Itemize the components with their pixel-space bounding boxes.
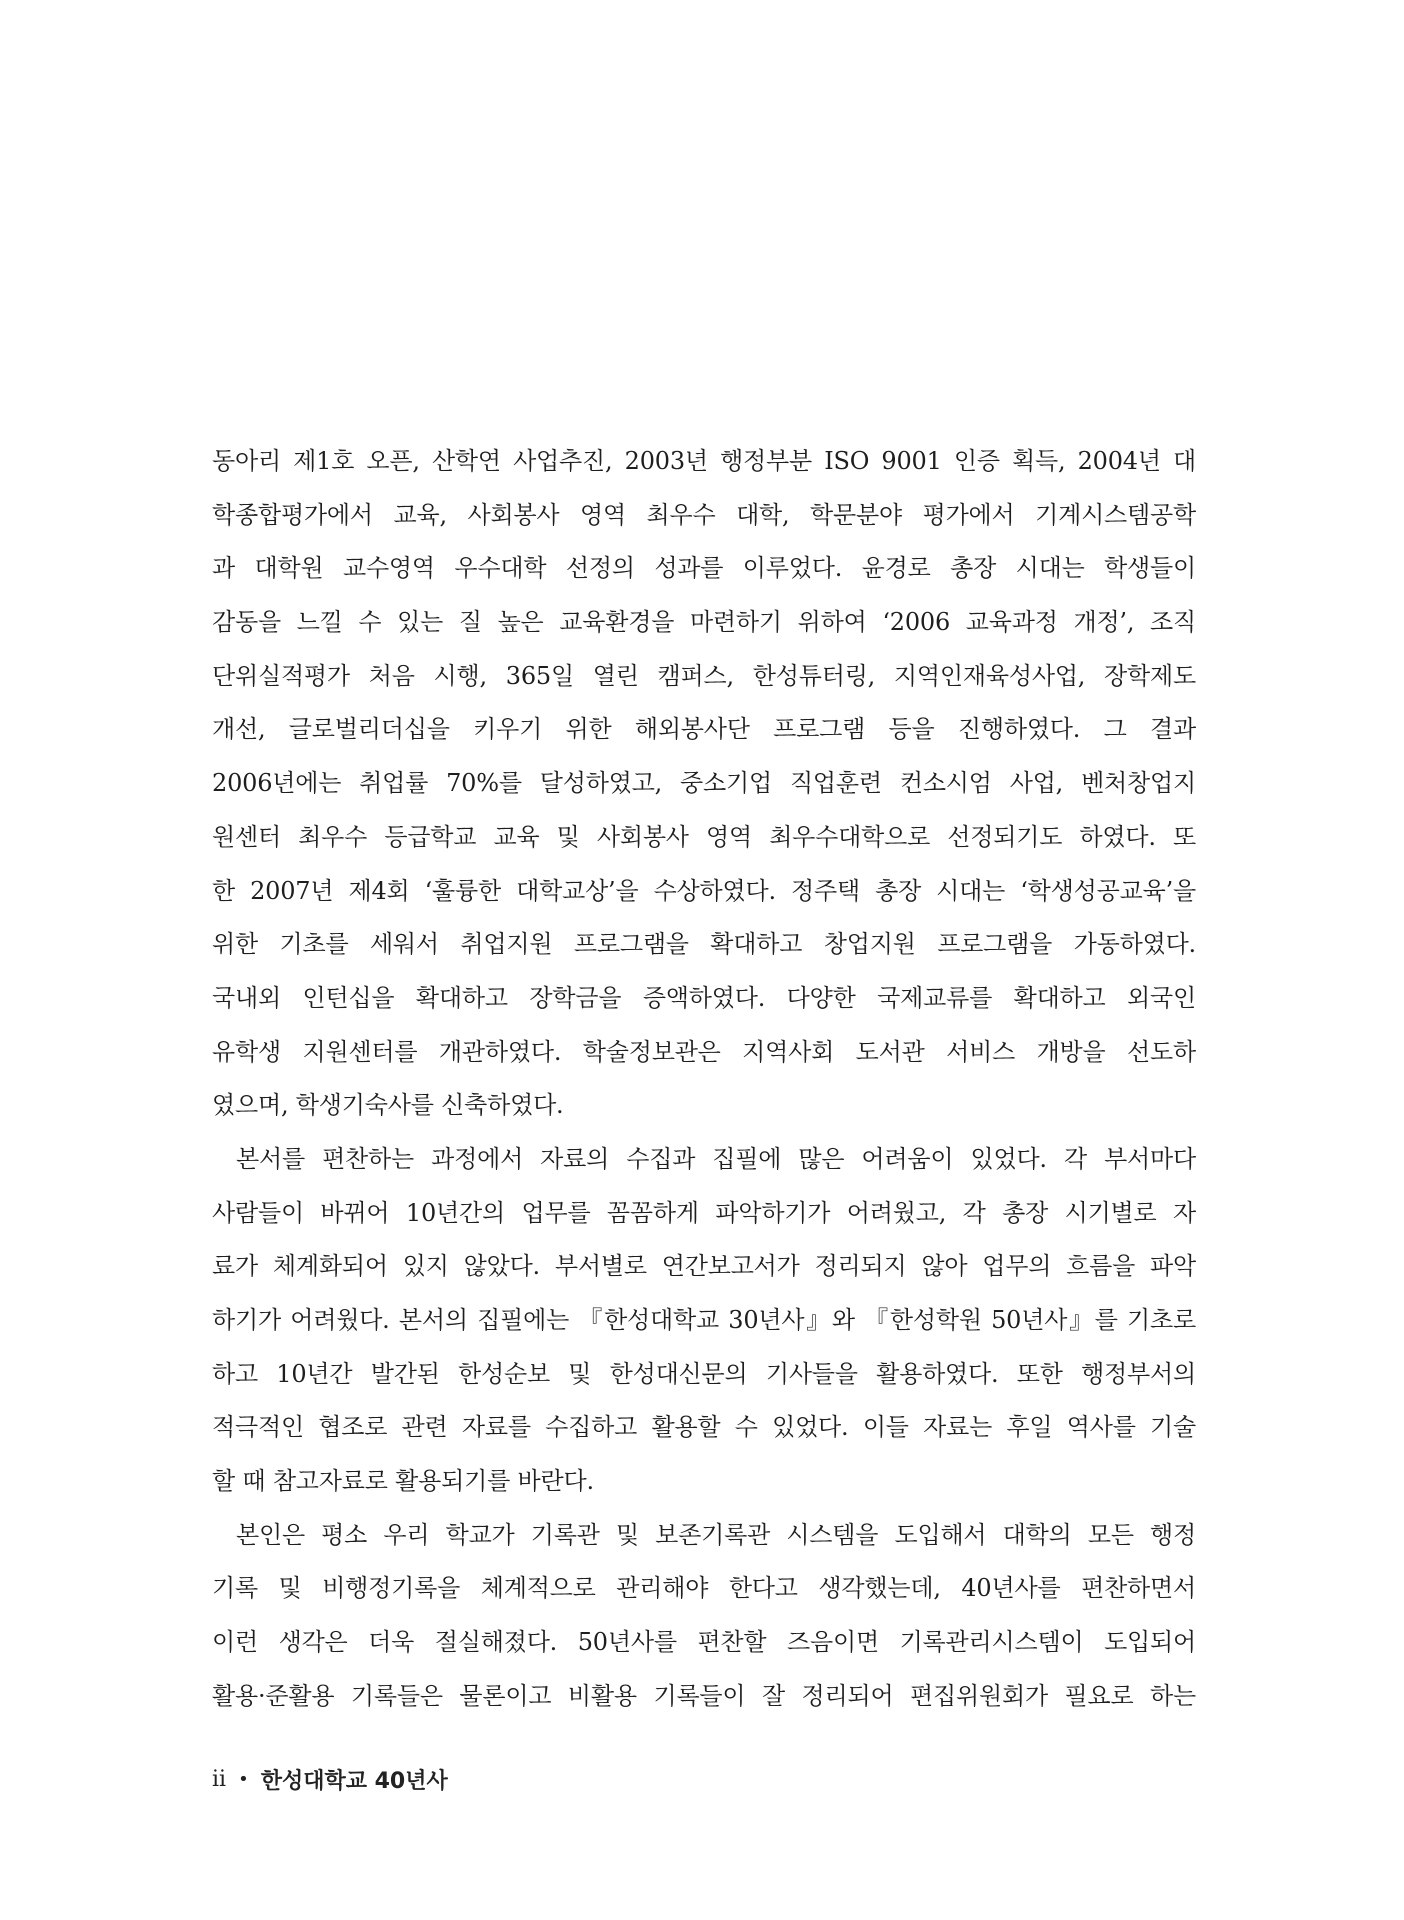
text-line: 할 때 참고자료로 활용되기를 바란다. [212,1467,594,1496]
page-footer [212,1764,448,1795]
text-line: 유학생 지원센터를 개관하였다. 학술정보관은 지역사회 도서관 서비스 개방을 선도하 [212,1037,1196,1066]
text-line: 본인은 평소 우리 학교가 기록관 및 보존기록관 시스템을 도입해서 대학의 모든 행정 [236,1520,1196,1549]
text-line: 2006년에는 취업률 70%를 달성하였고, 중소기업 직업훈련 컨소시엄 사업, 벤처창업지 [212,769,1196,798]
text-line: 감동을 느낄 수 있는 질 높은 교육환경을 마련하기 위하여 ‘2006 교육과정 개정’, 조직 [212,608,1196,637]
text-line: 동아리 제1호 오픈, 산학연 사업추진, 2003년 행정부분 ISO 9001 인증 획득, 2004년 대 [212,447,1196,475]
text-line: 적극적인 협조로 관련 자료를 수집하고 활용할 수 있었다. 이들 자료는 후일 역사를 기술 [212,1413,1196,1442]
text-line: 국내외 인턴십을 확대하고 장학금을 증액하였다. 다양한 국제교류를 확대하고 외국인 [212,983,1196,1012]
text-line: 위한 기초를 세워서 취업지원 프로그램을 확대하고 창업지원 프로그램을 가동하였다. [212,930,1196,959]
text-line: 하기가 어려웠다. 본서의 집필에는 『한성대학교 30년사』와 『한성학원 50년사』를 기초로 [212,1306,1196,1334]
footer-bullet: • [238,1769,249,1790]
book-title: 한성대학교 40년사 [260,1769,448,1794]
text-line: 활용·준활용 기록들은 물론이고 비활용 기록들이 잘 정리되어 편집위원회가 필요로 하는 [212,1681,1196,1710]
text-line: 료가 체계화되어 있지 않았다. 부서별로 연간보고서가 정리되지 않아 업무의 흐름을 파악 [212,1252,1196,1281]
text-line: 단위실적평가 처음 시행, 365일 열린 캠퍼스, 한성튜터링, 지역인재육성사업, 장학제도 [212,661,1196,690]
body-text [212,435,1196,1724]
text-line: 원센터 최우수 등급학교 교육 및 사회봉사 영역 최우수대학으로 선정되기도 하였다. 또 [212,822,1196,851]
text-line: 한 2007년 제4회 ‘훌륭한 대학교상’을 수상하였다. 정주택 총장 시대는 ‘학생성공교육’을 [212,876,1196,905]
text-line: 본서를 편찬하는 과정에서 자료의 수집과 집필에 많은 어려움이 있었다. 각 부서마다 [236,1144,1196,1173]
text-line: 였으며, 학생기숙사를 신축하였다. [212,1091,564,1120]
text-line: 기록 및 비행정기록을 체계적으로 관리해야 한다고 생각했는데, 40년사를 편찬하면서 [212,1574,1196,1603]
text-line: 하고 10년간 발간된 한성순보 및 한성대신문의 기사들을 활용하였다. 또한 행정부서의 [212,1359,1196,1388]
text-line: 학종합평가에서 교육, 사회봉사 영역 최우수 대학, 학문분야 평가에서 기계시스템공학 [212,500,1196,529]
text-line: 이런 생각은 더욱 절실해졌다. 50년사를 편찬할 즈음이면 기록관리시스템이 도입되어 [212,1628,1196,1657]
page-number: ii [212,1767,227,1792]
text-line: 과 대학원 교수영역 우수대학 선정의 성과를 이루었다. 윤경로 총장 시대는 학생들이 [212,554,1196,583]
text-line: 사람들이 바뀌어 10년간의 업무를 꼼꼼하게 파악하기가 어려웠고, 각 총장 시기별로 자 [212,1198,1196,1227]
text-line: 개선, 글로벌리더십을 키우기 위한 해외봉사단 프로그램 등을 진행하였다. 그 결과 [212,715,1196,744]
